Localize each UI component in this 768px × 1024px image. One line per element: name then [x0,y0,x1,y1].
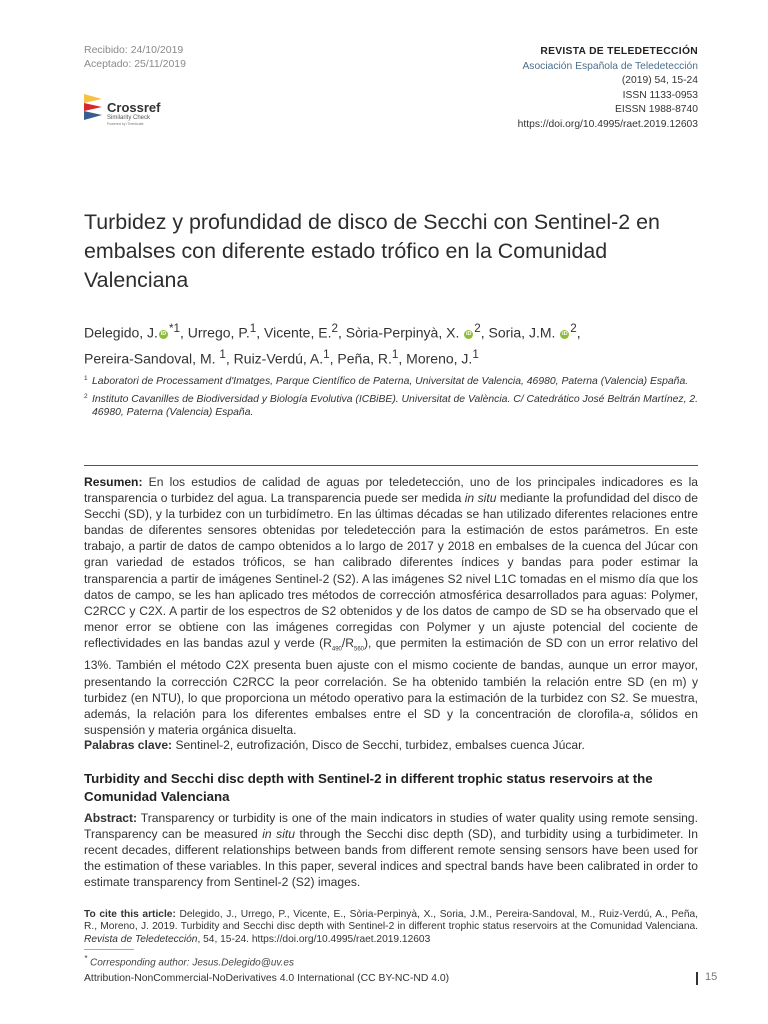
author-list [84,318,704,370]
english-title: Turbidity and Secchi disc depth with Sentinel-2 in different trophic status reservoirs at the Comunidad Valenciana [84,771,653,804]
author-affil-mark: *1 [168,322,180,335]
keywords [84,737,698,753]
article-title: Turbidez y profundidad de disco de Secchi con Sentinel-2 en embalses con diferente estado trófico en la Comunidad Valenciana [84,210,660,292]
band-subscript: 490 [331,646,342,653]
english-abstract-label: Abstract: [84,811,138,825]
affiliations [84,375,704,424]
received-date: Recibido: 24/10/2019 [84,44,184,56]
crossref-icon [84,94,104,120]
journal-volume: (2019) 54, 15-24 [621,75,698,87]
author-affil-mark: 1 [219,348,226,362]
journal-association: Asociación Española de Teledetección [522,60,698,72]
affiliation-text: Instituto Cavanilles de Biodiversidad y Biología Evolutiva (ICBiBE). Universitat de València. C/ Catedrático José Beltrán Martínez, 2. 46980, Paterna (Valencia) España. [92,394,699,418]
author-affil-mark: 1 [323,348,330,362]
page-number: 15 [705,971,718,983]
author-name: Pereira-Sandoval, M. [84,350,216,367]
english-abstract-italic: in situ [262,827,295,842]
accepted-date: Aceptado: 25/11/2019 [84,57,186,70]
english-abstract-text: Transparency or turbidity is one of the main indicators in studies of water quality using remote sensing. Transparency can be measured [84,811,698,842]
footnote-divider [84,949,134,950]
journal-doi-link[interactable]: https://doi.org/10.4995/raet.2019.12603 [517,118,698,130]
affiliation-text: Laboratori de Processament d'Imatges, Parque Científico de Paterna, Universitat de Valencia, 46980, Paterna (Valencia) España. [92,376,689,387]
author-affil-mark: 1 [472,348,479,362]
citation-text: Delegido, J., Urrego, P., Vicente, E., Sòria-Perpinyà, X., Soria, J.M., Pereira-Sandoval, M., Ruiz-Verdú, A., Peña, R., Moreno, J. 2019. Turbidity and Secchi disc depth with Sentinel-2 in different trophic status reservoirs at the Comunidad Valenciana. [84,909,698,933]
abstract-text: /R [341,635,354,650]
english-abstract-text: through the Secchi disc depth (SD), and turbidity using a turbidimeter. In recent decades, different relationships between bands from different remote sensing sensors have been used for the estimation of these variables. In this paper, several indices and spectral bands have been calibrated in order to estimate transparency from Sentinel-2 (S2) images. [84,827,698,890]
orcid-icon[interactable]: iD [160,330,167,337]
affiliation-number: 1 [84,375,88,382]
author-name: , Urrego, P. [179,324,250,341]
abstract-italic: in situ [464,491,497,506]
journal-issn: ISSN 1133-0953 [622,89,698,101]
author-name: , Soria, J.M. [480,324,556,341]
crossref-sub1: Similarity Check [107,115,151,121]
abstract-text: , sólidos en suspensión y materia orgánica disuelta. [84,706,698,737]
orcid-icon[interactable]: iD [465,330,472,337]
license-text[interactable]: Attribution-NonCommercial-NoDerivatives 4.0 International (CC BY-NC-ND 4.0) [84,973,450,984]
author-name: , Vicente, E. [256,324,332,341]
keywords-text: Sentinel-2, eutrofización, Disco de Secchi, turbidez, embalses cuenca Júcar. [172,738,585,752]
section-divider [84,465,698,466]
abstract-italic: a [623,706,631,721]
abstract-label: Resumen: [84,475,143,489]
page-separator [696,972,698,985]
crossref-similarity-check-logo[interactable] [84,92,174,132]
keywords-label: Palabras clave: [84,738,173,752]
citation-doi[interactable]: , 54, 15-24. https://doi.org/10.4995/raet.2019.12603 [197,933,431,945]
abstract-text: ), que permiten la estimación de SD con un error relativo del 13%. También el método C2X presenta buen ajuste con el mismo cociente de bandas, aunque un error mayor, presentando la corrección C2RCC la peor correlación. Se ha obtenido también la relación entre SD (en m) y turbidez (en NTU), lo que proporciona un método operativo para la estimación de la turbidez con S2. Se muestra, además, la relación para los diferentes embalses entre el SD y la concentración de clorofila- [84,635,698,721]
affiliation-item [84,393,704,419]
author-name: , Moreno, J. [398,350,473,367]
orcid-icon[interactable]: iD [562,330,568,337]
crossref-name: Crossref [107,100,161,115]
author-affil-mark: 1 [391,348,399,362]
author-name: , Sòria-Perpinyà, X. [337,324,460,341]
received-dates [84,44,186,71]
abstract-text: En los estudios de calidad de aguas por teledetección, uno de los principales indicadores es la transparencia o turbidez del agua. La transparencia puede ser medida [84,475,698,506]
corresponding-mark: * [84,953,88,963]
citation-label: To cite this article: [84,909,176,920]
corresponding-author [84,953,294,968]
author-affil-mark: 2 [570,322,577,335]
crossref-sub2: Powered by iThenticate [107,122,144,126]
affiliation-number: 2 [84,393,88,400]
corresponding-text[interactable]: Corresponding author: Jesus.Delegido@uv.es [87,957,294,969]
journal-eissn: EISSN 1988-8740 [614,104,698,116]
author-affil-mark: 1 [249,322,257,335]
author-name: Delegido, J. [84,324,158,341]
citation [84,909,698,946]
author-separator: , [576,324,581,341]
abstract-text: mediante la profundidad del disco de Secchi (SD), y la turbidez con un turbidímetro. En las últimas décadas se han utilizado diferentes relaciones entre bandas de diferentes sensores obtenidas por teledetección para la estimación de estos parámetros. En este trabajo, a partir de datos de campo obtenidos a lo largo de 2017 y 2018 en embalses de la cuenca del Júcar con gran variedad de estados tróficos, se han calibrado diferentes índices y bandas para poder estimar la transparencia a partir de imágenes Sentinel-2 (S2). A las imágenes S2 nivel L1C tomadas en el mismo día que los datos de campo, se les han aplicado tres métodos de corrección atmosférica desarrollados para aguas: Polymer, C2RCC y C2X. A partir de los espectros de S2 obtenidos y de los datos de campo de SD se ha observado que el menor error se obtiene con las imágenes corregidas con Polymer y un ajuste potencial del cociente de reflectividades en las bandas azul y verde (R [84,491,699,650]
affiliation-item [84,375,704,388]
citation-journal: Revista de Teledetección [84,933,198,945]
author-affil-mark: 2 [474,322,481,335]
english-abstract [84,810,698,890]
author-name: , Peña, R. [329,350,392,367]
journal-name: REVISTA DE TELEDETECCIÓN [540,46,698,57]
author-affil-mark: 2 [331,322,338,335]
spanish-abstract [84,474,698,738]
author-name: , Ruiz-Verdú, A. [225,350,324,367]
band-subscript: 560 [353,646,364,653]
journal-info [518,45,698,133]
